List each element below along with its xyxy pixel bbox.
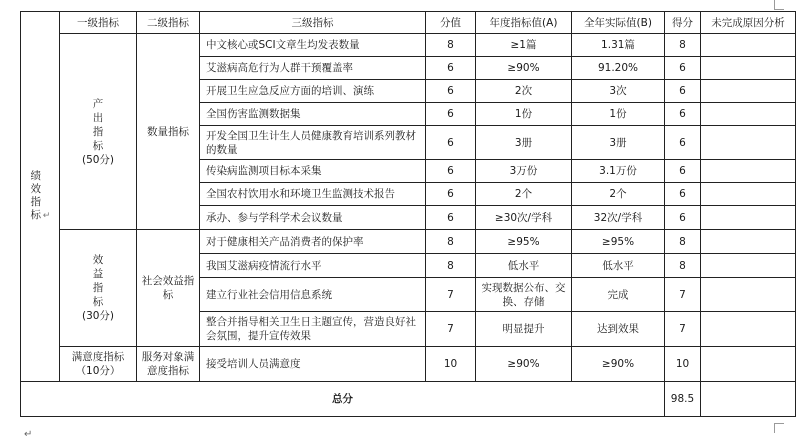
row-item: 开展卫生应急反应方面的培训、演练 xyxy=(200,80,426,103)
row-reason xyxy=(701,183,796,206)
row-score: 6 xyxy=(426,103,476,126)
performance-table-frame xyxy=(20,11,796,417)
row-actual: 1.31篇 xyxy=(572,34,665,57)
row-reason xyxy=(701,34,796,57)
row-target: 2次 xyxy=(476,80,572,103)
row-got: 6 xyxy=(665,160,701,183)
performance-indicator-table xyxy=(20,11,796,417)
row-score: 6 xyxy=(426,80,476,103)
row-item: 承办、参与学科学术会议数量 xyxy=(200,206,426,230)
output-char: 出 xyxy=(92,111,104,124)
row-target: 低水平 xyxy=(476,254,572,278)
row-target: 2个 xyxy=(476,183,572,206)
row-target: 1份 xyxy=(476,103,572,126)
top-level-label: 绩效指标 xyxy=(30,170,41,221)
header-level3: 三级指标 xyxy=(200,12,426,34)
row-got: 6 xyxy=(665,126,701,160)
header-level2: 二级指标 xyxy=(137,12,200,34)
row-reason xyxy=(701,312,796,347)
row-actual: ≥95% xyxy=(572,230,665,254)
row-actual: 3册 xyxy=(572,126,665,160)
row-reason xyxy=(701,206,796,230)
row-item: 中文核心或SCI文章生均发表数量 xyxy=(200,34,426,57)
page-corner-mark xyxy=(774,0,784,10)
benefit-char: 指 xyxy=(92,282,104,294)
paragraph-mark-icon: ↵ xyxy=(24,429,33,440)
row-reason xyxy=(701,80,796,103)
row-reason xyxy=(701,126,796,160)
row-item: 建立行业社会信用信息系统 xyxy=(200,278,426,312)
output-points: (50分) xyxy=(81,153,115,166)
row-actual: 低水平 xyxy=(572,254,665,278)
row-score: 7 xyxy=(426,312,476,347)
row-actual: 1份 xyxy=(572,103,665,126)
row-item: 传染病监测项目标本采集 xyxy=(200,160,426,183)
service-satisfaction-cell xyxy=(137,347,200,382)
row-score: 6 xyxy=(426,126,476,160)
total-row xyxy=(21,382,796,417)
total-label: 总分 xyxy=(21,382,665,417)
row-score: 8 xyxy=(426,254,476,278)
row-item: 开发全国卫生计生人员健康教育培训系列教材的数量 xyxy=(200,126,426,160)
row-actual: 3次 xyxy=(572,80,665,103)
header-got: 得分 xyxy=(665,12,701,34)
row-item: 接受培训人员满意度 xyxy=(200,347,426,382)
benefit-group-cell xyxy=(60,230,137,347)
row-item: 艾滋病高危行为人群干预覆盖率 xyxy=(200,57,426,80)
row-actual: 91.20% xyxy=(572,57,665,80)
header-row xyxy=(21,12,796,34)
output-char: 标 xyxy=(92,139,104,152)
row-reason xyxy=(701,57,796,80)
social-benefit-label: 社会效益指标 xyxy=(141,275,195,301)
row-target: ≥30次/学科 xyxy=(476,206,572,230)
table-row xyxy=(21,34,796,57)
total-score: 98.5 xyxy=(665,382,701,417)
benefit-char: 益 xyxy=(92,268,104,280)
row-score: 6 xyxy=(426,183,476,206)
header-reason: 未完成原因分析 xyxy=(701,12,796,34)
row-actual: 达到效果 xyxy=(572,312,665,347)
benefit-points: (30分) xyxy=(81,310,115,322)
row-got: 8 xyxy=(665,230,701,254)
row-reason xyxy=(701,160,796,183)
row-got: 6 xyxy=(665,103,701,126)
row-got: 10 xyxy=(665,347,701,382)
row-reason xyxy=(701,278,796,312)
row-score: 7 xyxy=(426,278,476,312)
row-actual: 完成 xyxy=(572,278,665,312)
row-target: 3册 xyxy=(476,126,572,160)
header-actual: 全年实际值(B) xyxy=(572,12,665,34)
row-item: 我国艾滋病疫情流行水平 xyxy=(200,254,426,278)
output-group-cell xyxy=(60,34,137,230)
row-got: 8 xyxy=(665,254,701,278)
output-char: 指 xyxy=(92,125,104,138)
row-score: 10 xyxy=(426,347,476,382)
row-actual: 3.1万份 xyxy=(572,160,665,183)
row-got: 6 xyxy=(665,206,701,230)
satisfaction-group-cell xyxy=(60,347,137,382)
row-reason xyxy=(701,254,796,278)
row-score: 6 xyxy=(426,57,476,80)
row-score: 8 xyxy=(426,230,476,254)
social-benefit-cell xyxy=(137,230,200,347)
page-corner-mark xyxy=(774,423,784,433)
row-item: 全国农村饮用水和环境卫生监测技术报告 xyxy=(200,183,426,206)
row-target: ≥90% xyxy=(476,347,572,382)
row-item: 对于健康相关产品消费者的保护率 xyxy=(200,230,426,254)
row-score: 6 xyxy=(426,160,476,183)
satisfaction-group-label: 满意度指标（10分） xyxy=(71,351,125,377)
row-actual: 2个 xyxy=(572,183,665,206)
row-got: 6 xyxy=(665,57,701,80)
row-item: 全国伤害监测数据集 xyxy=(200,103,426,126)
row-score: 6 xyxy=(426,206,476,230)
row-target: ≥95% xyxy=(476,230,572,254)
row-target: 实现数据公布、交换、存储 xyxy=(476,278,572,312)
row-reason xyxy=(701,347,796,382)
row-got: 8 xyxy=(665,34,701,57)
row-actual: 32次/学科 xyxy=(572,206,665,230)
total-reason xyxy=(701,382,796,417)
header-target: 年度指标值(A) xyxy=(476,12,572,34)
row-got: 7 xyxy=(665,278,701,312)
row-reason xyxy=(701,103,796,126)
top-level-label-cell: 绩效指标 ↵ xyxy=(21,12,60,382)
benefit-char: 效 xyxy=(92,254,104,266)
row-score: 8 xyxy=(426,34,476,57)
quantity-indicator-label: 数量指标 xyxy=(147,125,189,138)
row-target: 明显提升 xyxy=(476,312,572,347)
output-char: 产 xyxy=(92,97,104,110)
row-got: 7 xyxy=(665,312,701,347)
table-row xyxy=(21,230,796,254)
row-target: ≥1篇 xyxy=(476,34,572,57)
row-target: 3万份 xyxy=(476,160,572,183)
header-level1: 一级指标 xyxy=(60,12,137,34)
quantity-indicator-cell xyxy=(137,34,200,230)
table-row xyxy=(21,347,796,382)
row-item: 整合并指导相关卫生日主题宣传，营造良好社会氛围，提升宣传效果 xyxy=(200,312,426,347)
row-actual: ≥90% xyxy=(572,347,665,382)
row-got: 6 xyxy=(665,80,701,103)
header-score: 分值 xyxy=(426,12,476,34)
benefit-char: 标 xyxy=(92,296,104,308)
row-got: 6 xyxy=(665,183,701,206)
row-target: ≥90% xyxy=(476,57,572,80)
row-reason xyxy=(701,230,796,254)
service-satisfaction-label: 服务对象满意度指标 xyxy=(141,351,195,377)
